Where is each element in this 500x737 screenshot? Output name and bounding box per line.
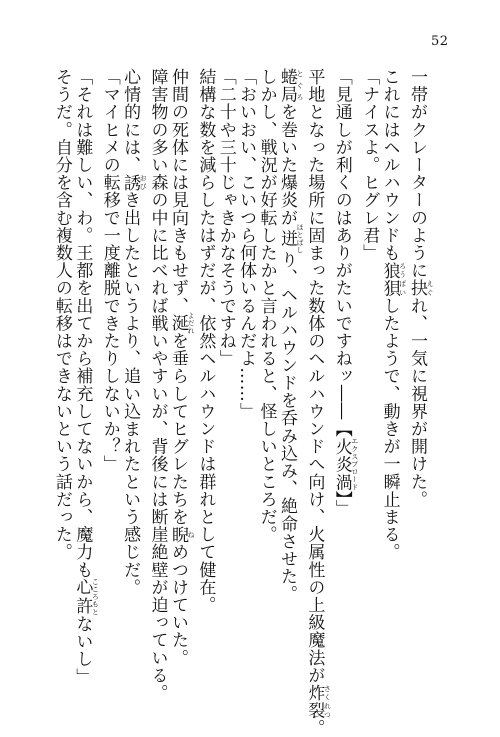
- text-line: 結構な数を減らしたはずだが、依然ヘルハウンドは群れとして健在。: [195, 68, 216, 614]
- text-line: そうだ。自分を含む複数人の転移はできないという話だった。: [51, 68, 72, 561]
- text-line: 一帯がクレーターのように抉 えぐれ、一気に視界が開けた。: [407, 68, 434, 509]
- dialogue-line: 「それは難しい、わ。王都を出てから補充してないから、魔力も心許 こころもとないし」: [72, 68, 100, 686]
- text-line: 平地となった場所に固まった数体のヘルハウンドへ向け、火属性の上級魔法が炸裂 さくれつ。: [304, 68, 332, 737]
- furigana-annotation: 涎 よだれ: [167, 311, 195, 335]
- page-number: 52: [431, 34, 449, 49]
- text-line: 蜷局 とぐろを巻いた爆炎が迸 ほとばしり、ヘルハウンドを呑み込み、絶命させた。: [276, 68, 304, 603]
- furigana-annotation: 心許 こころもと: [72, 577, 100, 616]
- text-line: 障害物の多い森の中に比べれば戦いやすいが、背後には断崖絶壁が迫っている。: [147, 68, 168, 702]
- furigana-annotation: 抉 えぐ: [407, 279, 434, 297]
- dialogue-line: 「マイヒメの転移で一度離脱できたりしないか？」: [99, 68, 120, 473]
- furigana-annotation: 火炎渦 エクスプロード: [331, 437, 359, 491]
- dialogue-line: 「おいおい、こいつら何体いるんだよ……」: [236, 68, 257, 420]
- dialogue-line: 「見通しが利くのはありがたいですねッ――【火炎渦 エクスプロード】」: [331, 68, 359, 518]
- furigana-annotation: 炸裂 さくれつ: [304, 684, 332, 720]
- novel-text-column: [51, 68, 434, 737]
- dialogue-line: 「二十や三十じゃきかなそうですね」: [215, 68, 236, 368]
- dialogue-line: 「ナイスよ。ヒグレ君」: [359, 68, 380, 262]
- text-line: 仲間の死体には見向きもせず、涎 よだれを垂らしてヒグレたちを睨 ねめつけていた。: [167, 68, 195, 667]
- furigana-annotation: 迸 ほとばし: [276, 223, 304, 254]
- text-line: しかし、戦況が好転したかと言われると、怪しいところだ。: [256, 68, 277, 544]
- text-line: 心情的には、誘 おびき出したというより、追い込まれたという感じだ。: [120, 68, 148, 597]
- furigana-annotation: 誘 おび: [120, 173, 148, 192]
- text-line: これにはヘルハウンドも狼狽 ろうばいしたようで、動きが一瞬止まる。: [379, 68, 407, 561]
- furigana-annotation: 狼狽 ろうばい: [379, 261, 407, 297]
- furigana-annotation: 蜷局 とぐろ: [276, 68, 304, 104]
- furigana-annotation: 睨 ね: [167, 525, 195, 544]
